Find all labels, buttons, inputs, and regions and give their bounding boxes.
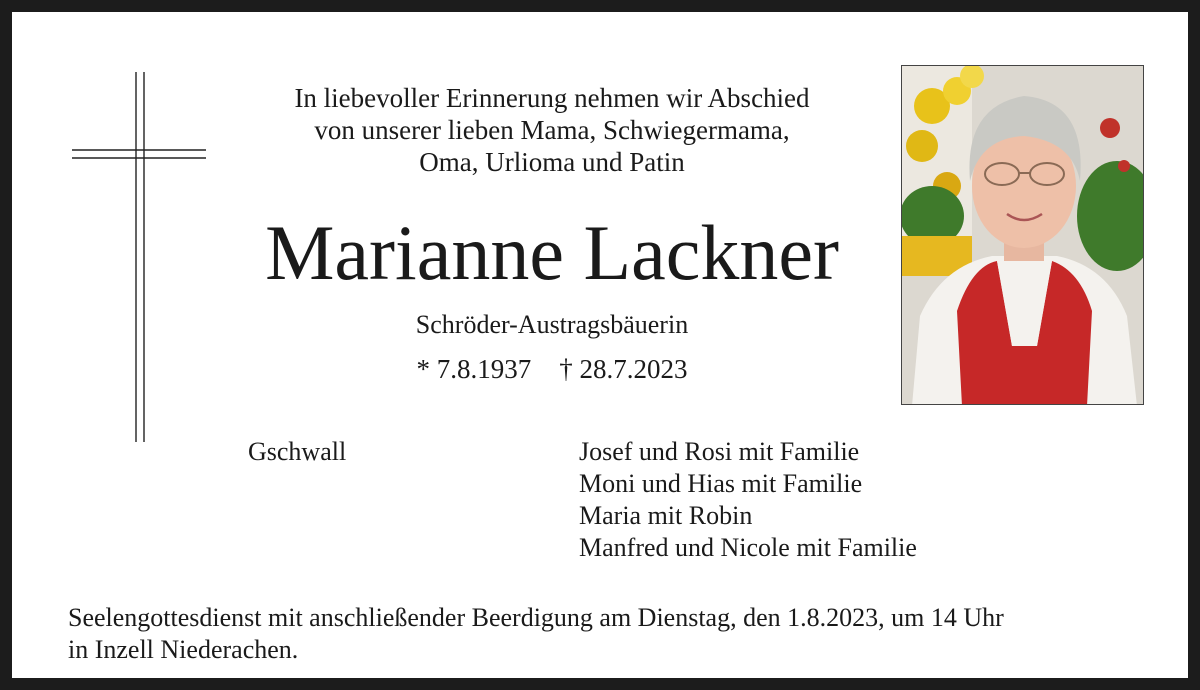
intro-line: In liebevoller Erinnerung nehmen wir Abschied	[294, 83, 810, 113]
service-info	[68, 602, 1188, 666]
mourner-entry: Manfred und Nicole mit Familie	[579, 533, 917, 562]
portrait-illustration	[902, 66, 1144, 405]
mourner-entry: Josef und Rosi mit Familie	[579, 437, 860, 466]
mourner-entry: Moni und Hias mit Familie	[579, 469, 863, 498]
service-line: in Inzell Niederachen.	[68, 635, 299, 664]
mourner-entry: Maria mit Robin	[579, 501, 753, 530]
life-dates	[322, 352, 782, 386]
cross-icon	[72, 70, 212, 450]
mourners-list	[579, 436, 917, 564]
intro-text	[222, 82, 882, 178]
intro-line: von unserer lieben Mama, Schwiegermama,	[314, 115, 790, 145]
deceased-title: Schröder-Austragsbäuerin	[415, 310, 689, 339]
death-date: † 28.7.2023	[559, 354, 688, 384]
service-line: Seelengottesdienst mit anschließender Beerdigung am Dienstag, den 1.8.2023, um 14 Uhr	[68, 603, 1004, 632]
birth-date: * 7.8.1937	[416, 354, 532, 384]
deceased-name: Marianne Lackner	[265, 209, 839, 296]
place-name: Gschwall	[248, 437, 347, 466]
portrait-photo	[901, 65, 1144, 405]
intro-line: Oma, Urlioma und Patin	[419, 147, 685, 177]
